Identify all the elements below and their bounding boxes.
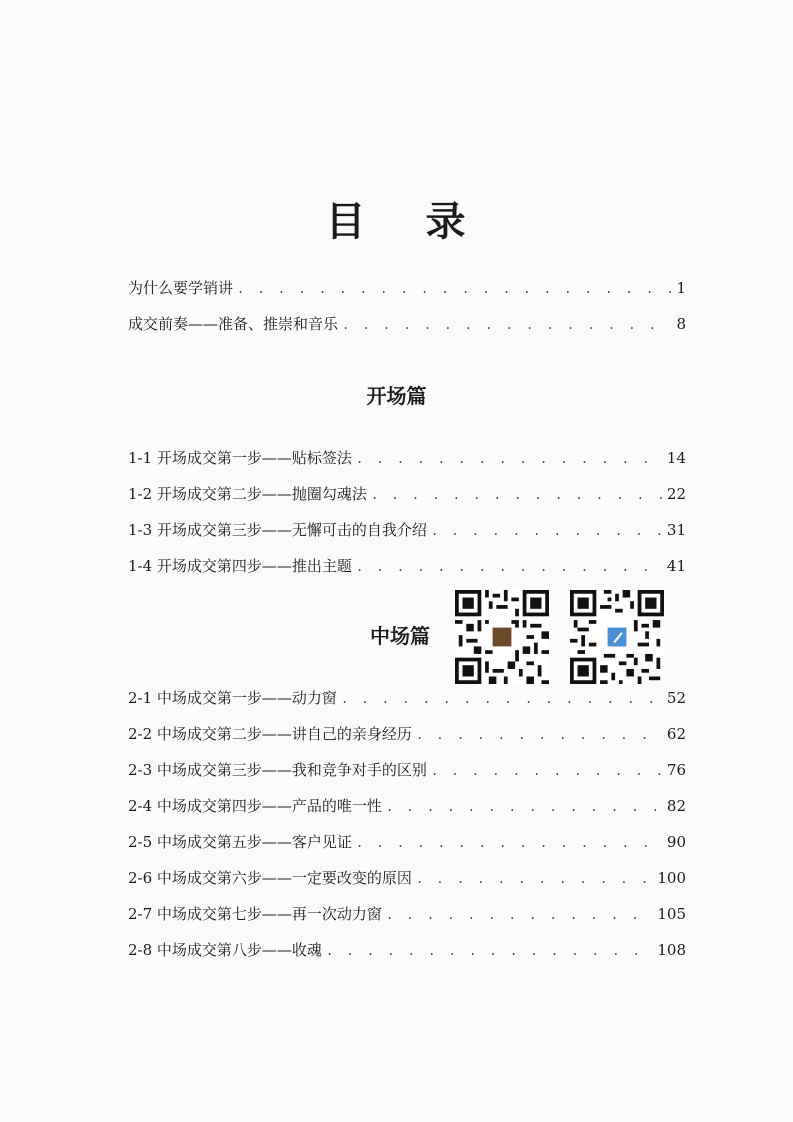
toc-entry (128, 860, 686, 896)
toc-entry-page: 52 (666, 689, 686, 707)
toc-entry (128, 752, 686, 788)
qr-center-badge (493, 628, 512, 647)
dot-leader (356, 549, 663, 585)
dot-leader (416, 861, 653, 897)
toc-entry (128, 896, 686, 932)
page-title-char: 录 (425, 199, 468, 245)
toc-entry-page: 82 (666, 797, 686, 815)
opening-toc-list (128, 440, 686, 584)
toc-entry (128, 270, 686, 306)
toc-entry-label: 2-4 中场成交第四步——产品的唯一性 (128, 797, 382, 815)
toc-entry-page: 31 (666, 521, 686, 539)
toc-entry-page: 14 (666, 449, 686, 467)
dot-leader (237, 271, 672, 307)
qr-code-graphic (455, 590, 549, 684)
middle-toc-list (128, 680, 686, 968)
dot-leader (386, 897, 653, 933)
toc-entry (128, 306, 686, 342)
toc-entry-label: 成交前奏——准备、推崇和音乐 (128, 315, 339, 333)
toc-entry-label: 1-3 开场成交第三步——无懈可击的自我介绍 (128, 521, 427, 539)
dot-leader (431, 753, 663, 789)
dot-leader (371, 477, 663, 513)
toc-entry-label: 2-8 中场成交第八步——收魂 (128, 941, 322, 959)
section-title-opening: 开场篇 (366, 384, 427, 408)
toc-entry-label: 2-3 中场成交第三步——我和竞争对手的区别 (128, 761, 427, 779)
toc-entry (128, 440, 686, 476)
toc-entry-label: 2-1 中场成交第一步——动力窗 (128, 689, 337, 707)
intro-toc-list (128, 270, 686, 342)
dot-leader (431, 513, 663, 549)
toc-entry (128, 680, 686, 716)
toc-entry (128, 548, 686, 584)
toc-entry (128, 932, 686, 968)
toc-entry-label: 2-7 中场成交第七步——再一次动力窗 (128, 905, 382, 923)
toc-entry-page: 105 (657, 905, 686, 923)
toc-entry-page: 41 (666, 557, 686, 575)
dot-leader (326, 933, 653, 969)
qr-code-graphic (570, 590, 664, 684)
qr-code-icon[interactable] (570, 590, 664, 684)
dot-leader (416, 717, 663, 753)
page-title (0, 190, 793, 247)
dot-leader (386, 789, 663, 825)
dot-leader (341, 681, 663, 717)
toc-entry-label: 1-4 开场成交第四步——推出主题 (128, 557, 352, 575)
toc-entry-label: 2-2 中场成交第二步——讲自己的亲身经历 (128, 725, 412, 743)
qr-center-badge (608, 628, 627, 647)
toc-entry-page: 62 (666, 725, 686, 743)
toc-entry-page: 76 (666, 761, 686, 779)
toc-entry-label: 2-5 中场成交第五步——客户见证 (128, 833, 352, 851)
toc-entry-page: 22 (666, 485, 686, 503)
toc-entry (128, 824, 686, 860)
toc-entry-page: 108 (657, 941, 686, 959)
toc-entry-label: 2-6 中场成交第六步——一定要改变的原因 (128, 869, 412, 887)
toc-entry-label: 1-2 开场成交第二步——抛圈勾魂法 (128, 485, 367, 503)
dot-leader (356, 825, 663, 861)
qr-code-icon[interactable] (455, 590, 549, 684)
toc-entry (128, 716, 686, 752)
toc-entry-label: 为什么要学销讲 (128, 279, 234, 297)
toc-entry-page: 8 (676, 315, 686, 333)
toc-entry (128, 788, 686, 824)
dot-leader (342, 307, 672, 343)
toc-entry-page: 90 (666, 833, 686, 851)
dot-leader (356, 441, 663, 477)
toc-entry-page: 100 (657, 869, 686, 887)
section-title-middle: 中场篇 (370, 624, 430, 648)
page-title-char: 目 (325, 199, 368, 245)
toc-entry (128, 476, 686, 512)
toc-entry-page: 1 (676, 279, 686, 297)
toc-entry-label: 1-1 开场成交第一步——贴标签法 (128, 449, 352, 467)
toc-entry (128, 512, 686, 548)
